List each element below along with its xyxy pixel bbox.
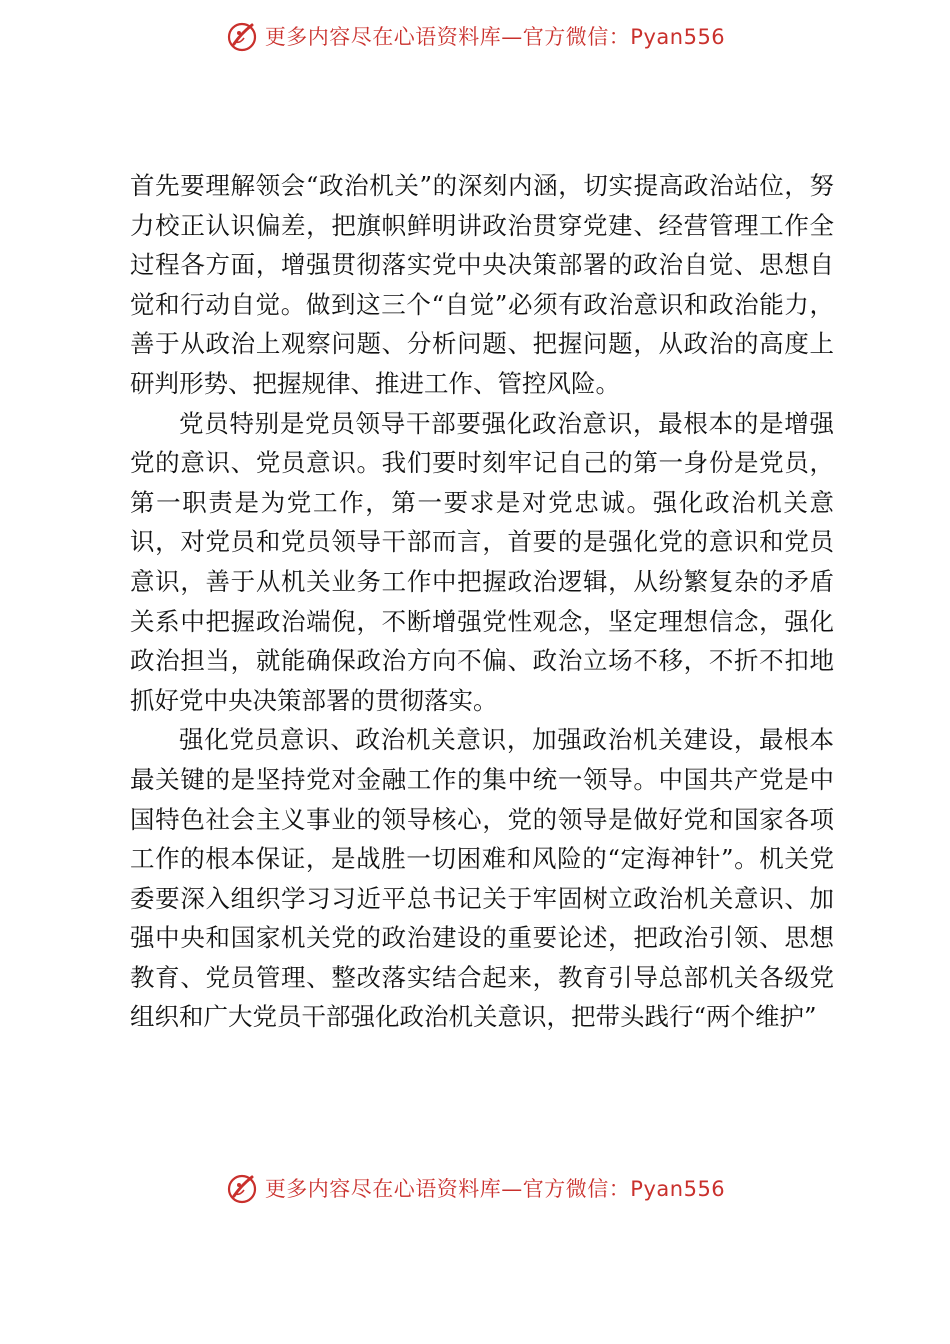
- document-body: [130, 166, 834, 1037]
- brush-logo-icon: [225, 1171, 259, 1205]
- footer-banner-inner: [225, 1171, 725, 1205]
- header-banner-inner: [225, 19, 725, 53]
- header-banner: [0, 16, 950, 56]
- paragraph-3: 强化党员意识、政治机关意识，加强政治机关建设，最根本最关键的是坚持党对金融工作的集中统一领导。中国共产党是中国特色社会主义事业的领导核心，党的领导是做好党和国家各项工作的根本保证，是战胜一切困难和风险的“定海神针”。机关党委要深入组织学习习近平总书记关于牢固树立政治机关意识、加强中央和国家机关党的政治建设的重要论述，把政治引领、思想教育、党员管理、整改落实结合起来，教育引导总部机关各级党组织和广大党员干部强化政治机关意识，把带头践行“两个维护”: [130, 725, 834, 1032]
- footer-banner-text: 更多内容尽在心语资料库—官方微信：Pyan556: [264, 1177, 726, 1201]
- footer-banner: [0, 1168, 950, 1208]
- brush-logo-icon: [225, 19, 259, 53]
- paragraph-2: 党员特别是党员领导干部要强化政治意识，最根本的是增强党的意识、党员意识。我们要时刻牢记自己的第一身份是党员，第一职责是为党工作，第一要求是对党忠诚。强化政治机关意识，对党员和党员领导干部而言，首要的是强化党的意识和党员意识，善于从机关业务工作中把握政治逻辑，从纷繁复杂的矛盾关系中把握政治端倪，不断增强党性观念，坚定理想信念，强化政治担当，就能确保政治方向不偏、政治立场不移，不折不扣地抓好党中央决策部署的贯彻落实。: [130, 408, 834, 715]
- paragraph-1: 首先要理解领会“政治机关”的深刻内涵，切实提高政治站位，努力校正认识偏差，把旗帜鲜明讲政治贯穿党建、经营管理工作全过程各方面，增强贯彻落实党中央决策部署的政治自觉、思想自觉和行动自觉。做到这三个“自觉”必须有政治意识和政治能力，善于从政治上观察问题、分析问题、把握问题，从政治的高度上研判形势、把握规律、推进工作、管控风险。: [130, 171, 834, 398]
- header-banner-text: 更多内容尽在心语资料库—官方微信：Pyan556: [264, 25, 726, 49]
